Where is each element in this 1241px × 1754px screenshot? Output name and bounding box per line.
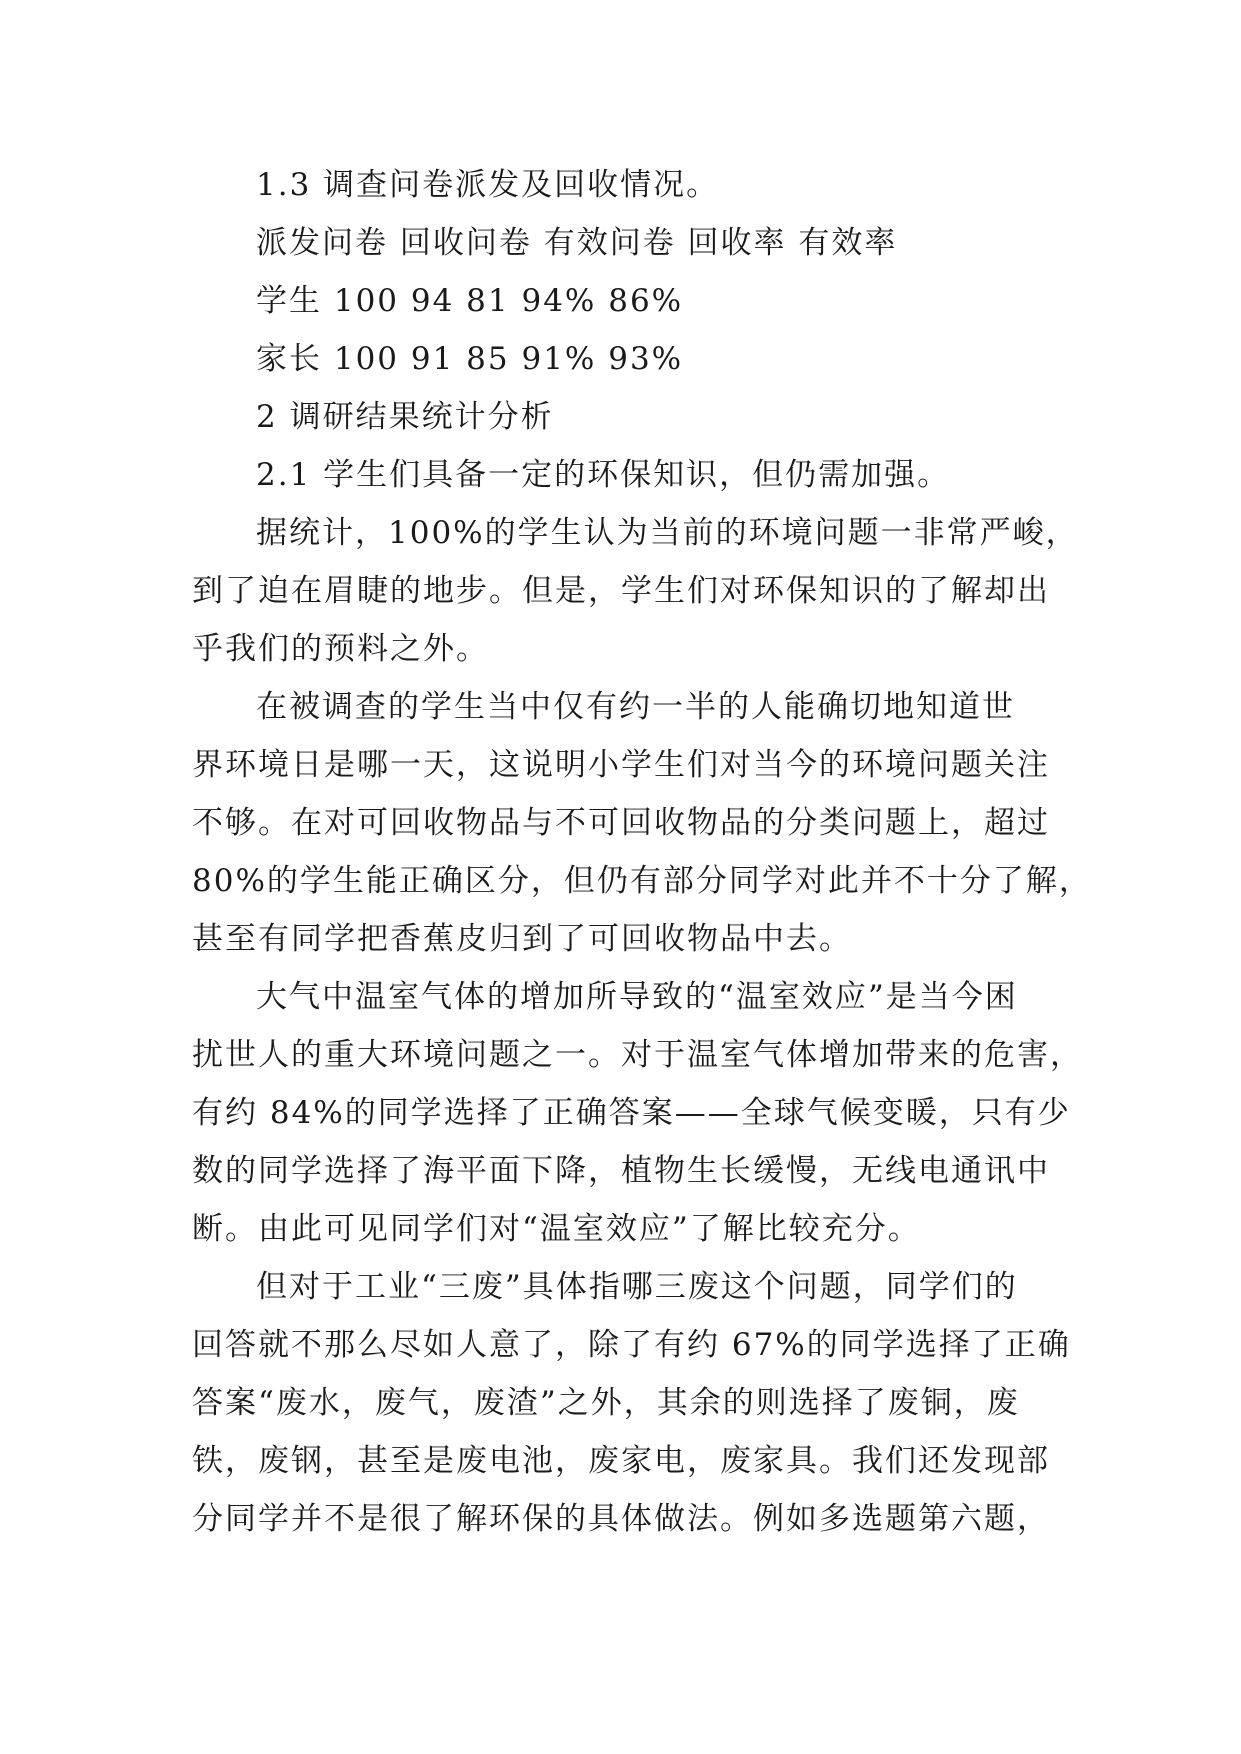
paragraph-2-line: 甚至有同学把香蕉皮归到了可回收物品中去。 — [192, 921, 852, 957]
survey-row-students: 学生 100 94 81 94% 86% — [256, 283, 684, 319]
section-heading-2-1: 2.1 学生们具备一定的环保知识，但仍需加强。 — [256, 457, 951, 493]
paragraph-2-line: 不够。在对可回收物品与不可回收物品的分类问题上，超过 — [192, 805, 1050, 841]
paragraph-4-line: 分同学并不是很了解环保的具体做法。例如多选题第六题， — [192, 1501, 1050, 1537]
paragraph-1-line: 到了迫在眉睫的地步。但是，学生们对环保知识的了解却出 — [192, 573, 1050, 609]
survey-table-header: 派发问卷 回收问卷 有效问卷 回收率 有效率 — [256, 225, 898, 261]
paragraph-3-line: 有约 84%的同学选择了正确答案——全球气候变暖，只有少 — [192, 1095, 1071, 1131]
section-heading-1-3: 1.3 调查问卷派发及回收情况。 — [256, 167, 720, 203]
paragraph-1-line: 乎我们的预料之外。 — [192, 631, 489, 667]
survey-row-parents: 家长 100 91 85 91% 93% — [256, 341, 684, 377]
paragraph-4-line: 回答就不那么尽如人意了，除了有约 67%的同学选择了正确 — [192, 1327, 1071, 1363]
paragraph-2-line: 80%的学生能正确区分，但仍有部分同学对此并不十分了解， — [192, 863, 1092, 899]
paragraph-3-line: 数的同学选择了海平面下降，植物生长缓慢，无线电通讯中 — [192, 1153, 1050, 1189]
paragraph-1-line: 据统计，100%的学生认为当前的环境问题一非常严峻， — [256, 515, 1079, 551]
paragraph-4-line: 但对于工业“三废”具体指哪三废这个问题，同学们的 — [256, 1269, 1018, 1305]
paragraph-2-line: 界环境日是哪一天，这说明小学生们对当今的环境问题关注 — [192, 747, 1050, 783]
paragraph-3-line: 大气中温室气体的增加所导致的“温室效应”是当今困 — [256, 979, 1018, 1015]
paragraph-3-line: 断。由此可见同学们对“温室效应”了解比较充分。 — [192, 1211, 921, 1247]
paragraph-3-line: 扰世人的重大环境问题之一。对于温室气体增加带来的危害， — [192, 1037, 1083, 1073]
paragraph-4-line: 答案“废水，废气，废渣”之外，其余的则选择了废铜，废 — [192, 1385, 1020, 1421]
paragraph-2-line: 在被调查的学生当中仅有约一半的人能确切地知道世 — [256, 689, 1015, 725]
paragraph-4-line: 铁，废钢，甚至是废电池，废家电，废家具。我们还发现部 — [192, 1443, 1050, 1479]
section-heading-2: 2 调研结果统计分析 — [256, 399, 554, 435]
